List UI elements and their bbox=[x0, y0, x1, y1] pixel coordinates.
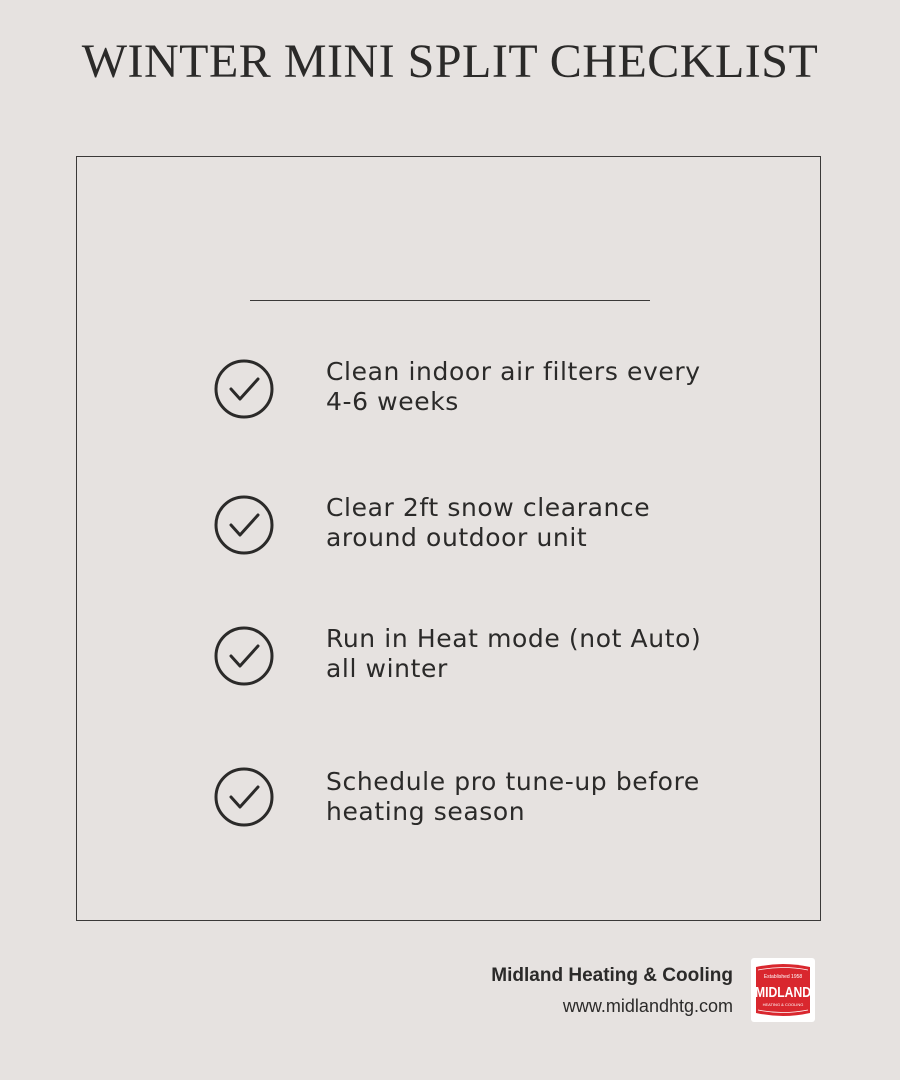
checklist-item-text: Clean indoor air filters every 4-6 weeks bbox=[326, 357, 701, 416]
company-name: Midland Heating & Cooling bbox=[491, 965, 733, 986]
check-circle-icon bbox=[213, 494, 275, 556]
page-title: WINTER MINI SPLIT CHECKLIST bbox=[81, 35, 819, 88]
company-url[interactable]: www.midlandhtg.com bbox=[562, 996, 733, 1016]
checklist-item-text: Clear 2ft snow clearance around outdoor unit bbox=[326, 493, 651, 552]
checklist-item-text: Run in Heat mode (not Auto) all winter bbox=[326, 624, 702, 683]
check-circle-icon bbox=[213, 358, 275, 420]
logo-tagline-bottom: HEATING & COOLING bbox=[762, 1002, 804, 1007]
check-circle-icon bbox=[213, 766, 275, 828]
checklist-item-text: Schedule pro tune-up before heating season bbox=[326, 767, 700, 826]
check-circle-icon bbox=[213, 625, 275, 687]
divider bbox=[250, 300, 650, 301]
midland-logo bbox=[751, 958, 815, 1022]
checklist-card bbox=[76, 156, 821, 921]
logo-wordmark: MIDLAND bbox=[755, 984, 812, 1001]
logo-tagline-top: Established 1958 bbox=[763, 974, 803, 980]
midland-logo-icon bbox=[751, 958, 815, 1022]
